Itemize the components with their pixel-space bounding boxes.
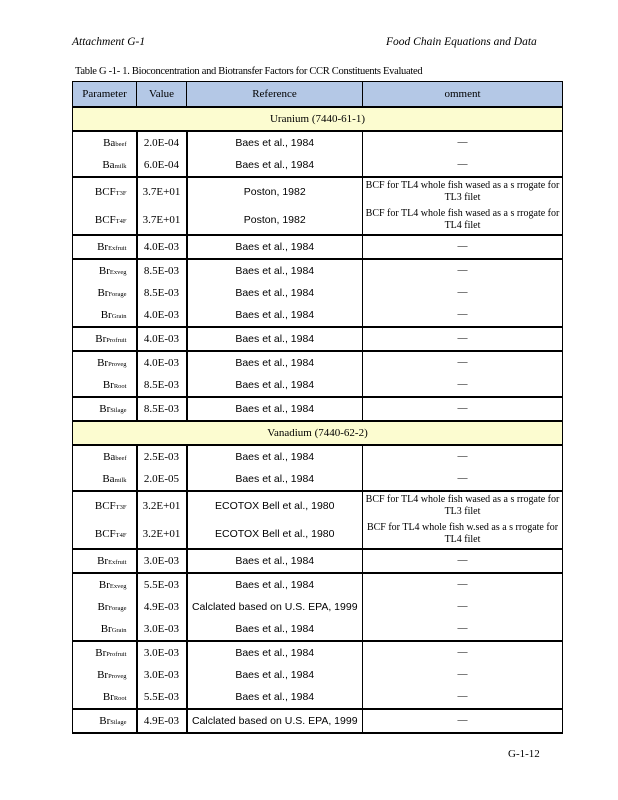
table-row [73,686,563,709]
table-row [73,596,563,618]
parameter-symbol: Br [95,647,107,659]
parameter-subscript: T3F [115,504,127,511]
parameter-cell [73,206,137,235]
parameter-symbol: Br [98,265,110,277]
parameter-cell [73,596,137,618]
table-row [73,520,563,549]
parameter-symbol: Br [99,715,111,727]
parameter-subscript: Profruit [106,651,127,658]
comment-cell: — [363,641,563,664]
value-cell: 4.0E-03 [137,327,187,351]
page-number: G-1-12 [508,748,540,760]
parameter-symbol: Br [102,379,114,391]
parameter-symbol: Ba [102,159,115,171]
table-header-row [73,82,563,108]
parameter-cell [73,235,137,259]
value-cell: 8.5E-03 [137,259,187,282]
value-cell: 3.0E-03 [137,664,187,686]
parameter-cell [73,177,137,206]
parameter-symbol: Br [97,601,109,613]
table-row [73,573,563,596]
comment-cell: — [363,468,563,491]
parameter-symbol: BCF [94,214,116,226]
parameter-symbol: Br [97,287,109,299]
parameter-symbol: BCF [94,500,116,512]
comment-cell: BCF for TL4 whole fish wased as a s rrogate for TL3 filet [363,177,563,206]
value-cell: 2.5E-03 [137,445,187,468]
parameter-cell [73,549,137,573]
parameter-cell [73,154,137,177]
parameter-subscript: beef [115,455,127,462]
reference-cell: Baes et al., 1984 [187,468,363,491]
parameter-cell [73,491,137,520]
reference-cell: Baes et al., 1984 [187,641,363,664]
parameter-symbol: Br [99,403,111,415]
table-row [73,131,563,154]
reference-cell: Calclated based on U.S. EPA, 1999 [187,596,363,618]
value-cell: 6.0E-04 [137,154,187,177]
parameter-subscript: Exveg [109,269,127,276]
column-header-parameter: Parameter [73,82,137,108]
comment-cell: — [363,259,563,282]
table-row [73,259,563,282]
parameter-cell [73,351,137,374]
parameter-cell [73,686,137,709]
column-header-reference: Reference [187,82,363,108]
parameter-cell [73,520,137,549]
reference-cell: Poston, 1982 [187,206,363,235]
parameter-subscript: Proveg [108,361,127,368]
value-cell: 5.5E-03 [137,573,187,596]
reference-cell: Baes et al., 1984 [187,154,363,177]
parameter-symbol: BCF [94,186,116,198]
parameter-subscript: T4F [115,218,127,225]
parameter-subscript: Grain [111,313,127,320]
comment-cell: BCF for TL4 whole fish w.sed as a s rrogate for TL4 filet [363,520,563,549]
parameter-subscript: milk [114,477,127,484]
reference-cell: Baes et al., 1984 [187,131,363,154]
reference-cell: Baes et al., 1984 [187,282,363,304]
parameter-symbol: Ba [103,137,116,149]
parameter-subscript: Forage [108,291,127,298]
table-row [73,664,563,686]
parameter-cell [73,618,137,641]
parameter-cell [73,664,137,686]
table-body [73,107,563,733]
comment-cell: — [363,282,563,304]
parameter-subscript: Exveg [109,583,127,590]
reference-cell: ECOTOX Bell et al., 1980 [187,491,363,520]
parameter-subscript: Exfruit [108,559,127,566]
parameter-subscript: Grain [111,627,127,634]
reference-cell: Baes et al., 1984 [187,374,363,397]
parameter-cell [73,282,137,304]
value-cell: 3.7E+01 [137,177,187,206]
table-row [73,641,563,664]
reference-cell: Baes et al., 1984 [187,618,363,641]
parameter-symbol: Br [100,309,112,321]
table-row [73,304,563,327]
parameter-cell [73,709,137,733]
value-cell: 4.0E-03 [137,304,187,327]
table-row [73,491,563,520]
comment-cell: — [363,445,563,468]
parameter-subscript: milk [114,163,127,170]
comment-cell: BCF for TL4 whole fish wased as a s rrogate for TL3 filet [363,491,563,520]
factors-table [72,81,563,734]
parameter-symbol: Br [97,241,109,253]
table-caption: Table G -1- 1. Bioconcentration and Biotransfer Factors for CCR Constituents Evaluated [75,66,423,77]
table-row [73,618,563,641]
table-row [73,282,563,304]
parameter-symbol: Br [97,669,109,681]
table-row [73,445,563,468]
table-row [73,327,563,351]
parameter-symbol: Ba [103,451,116,463]
parameter-cell [73,641,137,664]
value-cell: 5.5E-03 [137,686,187,709]
parameter-symbol: Br [100,623,112,635]
section-header-row [73,107,563,131]
table-row [73,374,563,397]
parameter-cell [73,259,137,282]
table-row [73,177,563,206]
reference-cell: Poston, 1982 [187,177,363,206]
parameter-subscript: Profruit [106,337,127,344]
value-cell: 8.5E-03 [137,282,187,304]
reference-cell: Calclated based on U.S. EPA, 1999 [187,709,363,733]
comment-cell: — [363,154,563,177]
parameter-subscript: T3F [115,190,127,197]
reference-cell: ECOTOX Bell et al., 1980 [187,520,363,549]
value-cell: 4.9E-03 [137,596,187,618]
value-cell: 4.0E-03 [137,351,187,374]
reference-cell: Baes et al., 1984 [187,664,363,686]
reference-cell: Baes et al., 1984 [187,573,363,596]
table-row [73,206,563,235]
value-cell: 4.0E-03 [137,235,187,259]
comment-cell: — [363,596,563,618]
section-title: Uranium (7440-61-1) [73,107,563,131]
parameter-cell [73,573,137,596]
value-cell: 3.2E+01 [137,520,187,549]
comment-cell: — [363,131,563,154]
table-row [73,709,563,733]
comment-cell: BCF for TL4 whole fish wased as a s rrogate for TL4 filet [363,206,563,235]
comment-cell: — [363,664,563,686]
value-cell: 3.2E+01 [137,491,187,520]
parameter-symbol: Br [98,579,110,591]
reference-cell: Baes et al., 1984 [187,259,363,282]
reference-cell: Baes et al., 1984 [187,397,363,421]
value-cell: 3.0E-03 [137,618,187,641]
parameter-cell [73,397,137,421]
parameter-subscript: Proveg [108,673,127,680]
table-row [73,468,563,491]
parameter-cell [73,374,137,397]
comment-cell: — [363,397,563,421]
column-header-comment: omment [363,82,563,108]
reference-cell: Baes et al., 1984 [187,235,363,259]
parameter-cell [73,131,137,154]
table-row [73,549,563,573]
value-cell: 3.0E-03 [137,641,187,664]
parameter-cell [73,327,137,351]
comment-cell: — [363,573,563,596]
column-header-value: Value [137,82,187,108]
value-cell: 8.5E-03 [137,374,187,397]
parameter-subscript: Root [113,383,127,390]
reference-cell: Baes et al., 1984 [187,549,363,573]
parameter-symbol: Br [97,555,109,567]
table-row [73,351,563,374]
parameter-subscript: Forage [108,605,127,612]
parameter-subscript: Exfruit [108,245,127,252]
parameter-symbol: Br [102,691,114,703]
parameter-cell [73,445,137,468]
parameter-symbol: Ba [102,473,115,485]
comment-cell: — [363,304,563,327]
value-cell: 8.5E-03 [137,397,187,421]
table-row [73,154,563,177]
parameter-symbol: BCF [94,528,116,540]
comment-cell: — [363,351,563,374]
parameter-subscript: Silage [110,719,127,726]
parameter-subscript: beef [115,141,127,148]
section-title: Vanadium (7440-62-2) [73,421,563,445]
section-header-row [73,421,563,445]
parameter-subscript: T4F [115,532,127,539]
parameter-symbol: Br [97,357,109,369]
parameter-cell [73,468,137,491]
reference-cell: Baes et al., 1984 [187,304,363,327]
comment-cell: — [363,327,563,351]
comment-cell: — [363,618,563,641]
comment-cell: — [363,686,563,709]
header-section-title: Food Chain Equations and Data [386,36,537,48]
reference-cell: Baes et al., 1984 [187,351,363,374]
comment-cell: — [363,709,563,733]
header-attachment-label: Attachment G-1 [72,36,146,48]
reference-cell: Baes et al., 1984 [187,445,363,468]
reference-cell: Baes et al., 1984 [187,327,363,351]
comment-cell: — [363,235,563,259]
comment-cell: — [363,374,563,397]
value-cell: 3.0E-03 [137,549,187,573]
parameter-subscript: Silage [110,407,127,414]
parameter-subscript: Root [113,695,127,702]
value-cell: 4.9E-03 [137,709,187,733]
table-row [73,235,563,259]
value-cell: 3.7E+01 [137,206,187,235]
table-row [73,397,563,421]
reference-cell: Baes et al., 1984 [187,686,363,709]
comment-cell: — [363,549,563,573]
parameter-cell [73,304,137,327]
parameter-symbol: Br [95,333,107,345]
value-cell: 2.0E-05 [137,468,187,491]
value-cell: 2.0E-04 [137,131,187,154]
